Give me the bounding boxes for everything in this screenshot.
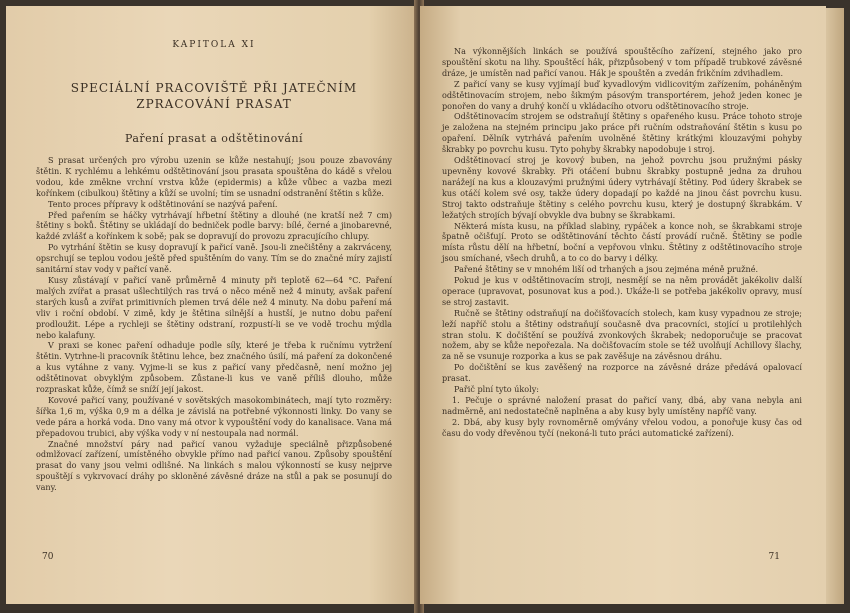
paragraph: Značné množství páry nad pařicí vanou vyžaduje speciálně přizpůsobené odmlžovací zařízení, umístěného obvykle přímo nad pařicí vanou. Způsoby spouštění prasat do vany jsou velmi odlišné. Na linkách s malou výkonností se kusy nejprve spouštějí s vykrvovací dráhy po skloněné závěsné dráze na stůl a pak se posunují do vany. <box>36 438 392 493</box>
section-subtitle: Paření prasat a odštětinování <box>124 132 304 145</box>
left-page <box>6 6 418 604</box>
paragraph: Pokud je kus v odštětinovacím stroji, nesmějí se na něm provádět jakékoliv další operace (upravovat, posunovat kus a pod.). Ukáže-li se potřeba jakékoliv opravy, musí se stroj zastavit. <box>442 275 802 307</box>
paragraph: S prasat určených pro výrobu uzenin se kůže nestahují; jsou pouze zbavovány štětin. K rychlému a lehkému odštětinování jsou prasata spouštěna do kádě s vřelou vodou, kde změkne vrchní vrstva kůže (epidermis) a kůže vůbec a vazba mezi kořínkem (cibulkou) štětiny a kůží se uvolní; tím se usnadní odstranění štětin s kůže. <box>36 155 392 198</box>
paragraph: Některá místa kusu, na příklad slabiny, rypáček a konce noh, se škrabkami stroje špatně očišťují. Proto se odštětinování těchto částí provádí ručně. Štětiny se podle místa růstu dělí na hřbetní, boční a vepřovou vlnku. Štětiny z odštětinovacího stroje jsou smíchané, všech druhů, a to co do barvy i délky. <box>442 220 802 264</box>
right-body-text <box>442 46 802 439</box>
list-item: 1. Pečuje o správné naložení prasat do pařicí vany, dbá, aby vana nebyla ani nadměrně, ani nedostatečně naplněna a aby kusy byly umístěny napříč vany. <box>442 395 802 416</box>
paragraph: Odštětinovacím strojem se odstraňují štětiny s opařeného kusu. Práce tohoto stroje je založena na stejném principu jako práce při ručním odstraňování štětin s kusu po opaření. Dělník vytrhává pařením uvolněné štětiny krátkými klouzavými pohyby škrabky po povrchu kusu. Tyto pohyby škrabky napodobuje i stroj. <box>442 111 802 155</box>
paragraph: Ručně se štětiny odstraňují na dočišťovacích stolech, kam kusy vypadnou ze stroje; leží napříč stolu a štětiny odstraňují současně dva pracovníci, stojící u protilehlých stran stolu. K dočištění se používá zvonkových škrabek; nedoporučuje se pracovat nožem, aby se kůže nepořezala. Na dočišťovacím stole se též uvolňují Achillovy šlachy, za ně se vsunuje rozporka a kus se pak zavěšuje na závěsnou dráhu. <box>442 307 802 362</box>
paragraph: Pařič plní tyto úkoly: <box>454 384 540 395</box>
paragraph: V praxi se konec paření odhaduje podle síly, které je třeba k ručnímu vytržení štětin. Vytrhne-li pracovník štětinu lehce, bez značného úsilí, má paření za dokončené a kus vytáhne z vany. Vyjme-li se kus z pařicí vany předčasně, není možno jej odštětinovat obvyklým způsobem. Zůstane-li kus ve vaně příliš dlouho, může rozpraskat kůže, čímž se sníží její jakost. <box>36 340 392 395</box>
page-edges <box>826 8 844 604</box>
paragraph: Po vytrhání štětin se kusy dopravují k pařicí vaně. Jsou-li znečištěny a zakrváceny, opsrchují se teplou vodou ještě před spuštěním do vany. Tím se do značné míry zajistí sanitární stav vody v pařicí vaně. <box>36 242 392 275</box>
paragraph: Kovové pařicí vany, používané v sovětských masokombinátech, mají tyto rozměry: šířka 1,6 m, výška 0,9 m a délka je závislá na potřebné výkonnosti linky. Do vany se vede pára a horká voda. Dno vany má otvor k vypouštění vody do kanalisace. Vana má přepadovou trubici, aby výška vody v ní nestoupala nad normál. <box>36 394 392 438</box>
left-body-text <box>36 155 392 493</box>
list-item: 2. Dbá, aby kusy byly rovnoměrně omývány vřelou vodou, a ponořuje kusy čas od času do vody dřevěnou tyčí (nekoná-li tuto práci automatické zařízení). <box>442 416 802 438</box>
chapter-heading: KAPITOLA XI <box>172 40 256 50</box>
paragraph: Tento proces přípravy k odštětinování se nazývá paření. <box>48 198 278 209</box>
paragraph: Po dočištění se kus zavěšený na rozporce na závěsné dráze předává opalovací prasat. <box>442 362 802 384</box>
page-number-right: 71 <box>768 552 780 562</box>
paragraph: Před pařením se háčky vytrhávají hřbetní štětiny a dlouhé (ne kratší než 7 cm) štětiny s boků. Štětiny se ukládají do bedniček podle barvy: bílé, černé a jinobarevné, každé zvlášť a kořínkem k sobě; pak se dopravují do provozu zpracujícího chlupy. <box>36 209 392 242</box>
paragraph: Pařené štětiny se v mnohém liší od trhaných a jsou zejména méně pružné. <box>454 264 759 275</box>
page-number-left: 70 <box>42 552 54 562</box>
chapter-title: SPECIÁLNÍ PRACOVIŠTĚ PŘI JATEČNÍM ZPRACOVÁNÍ PRASAT <box>70 81 358 111</box>
right-page <box>420 6 826 604</box>
paragraph: Na výkonnějších linkách se používá spouštěcího zařízení, stejného jako pro spouštění skotu na lihy. Spouštěcí hák, přizpůsobený v tom případě trubkové závěsné dráze, je umístěn nad pařicí vanou. Hák je spouštěn a zvedán frikčním zdvihadlem. <box>442 46 802 78</box>
paragraph: Z pařicí vany se kusy vyjímají buď kyvadlovým vidlicovitým zařízením, poháněným odštětinovacím strojem, nebo šikmým pásovým transportérem, jehož jeden konec je ponořen do vany a druhý končí u vkládacího otvoru odštětinovacího stroje. <box>442 78 802 111</box>
paragraph: Odštětinovací stroj je kovový buben, na jehož povrchu jsou pružnými pásky upevněny kovové škrabky. Při otáčení bubnu škrabky postupně jedna za druhou narážejí na kus a klouzavými pružnými údery vytrhávají štětiny. Pod údery škrabek se kus otáčí kolem své osy, takže údery dopadají po každé na jinou část povrchu kusu. Stroj takto odstraňuje štětiny s celého povrchu kusu, který je dostupný škrabkám. V ležatých strojích bývají obvykle dva bubny se škrabkami. <box>442 155 802 220</box>
paragraph: Kusy zůstávají v pařicí vaně průměrně 4 minuty při teplotě 62—64 °C. Paření malých zvířat a prasat ušlechtilých ras trvá o něco méně než 4 minuty, avšak paření starých kusů a zvířat primitivních plemen trvá déle než 4 minuty. Na dobu paření má vliv i roční období. V zimě, kdy je štětina silnější a hustší, je nutno dobu paření prodloužit. Lépe a rychleji se štětiny odstraní, rozpustí-li se ve vodě trochu mýdla nebo kalafuny. <box>36 274 392 340</box>
